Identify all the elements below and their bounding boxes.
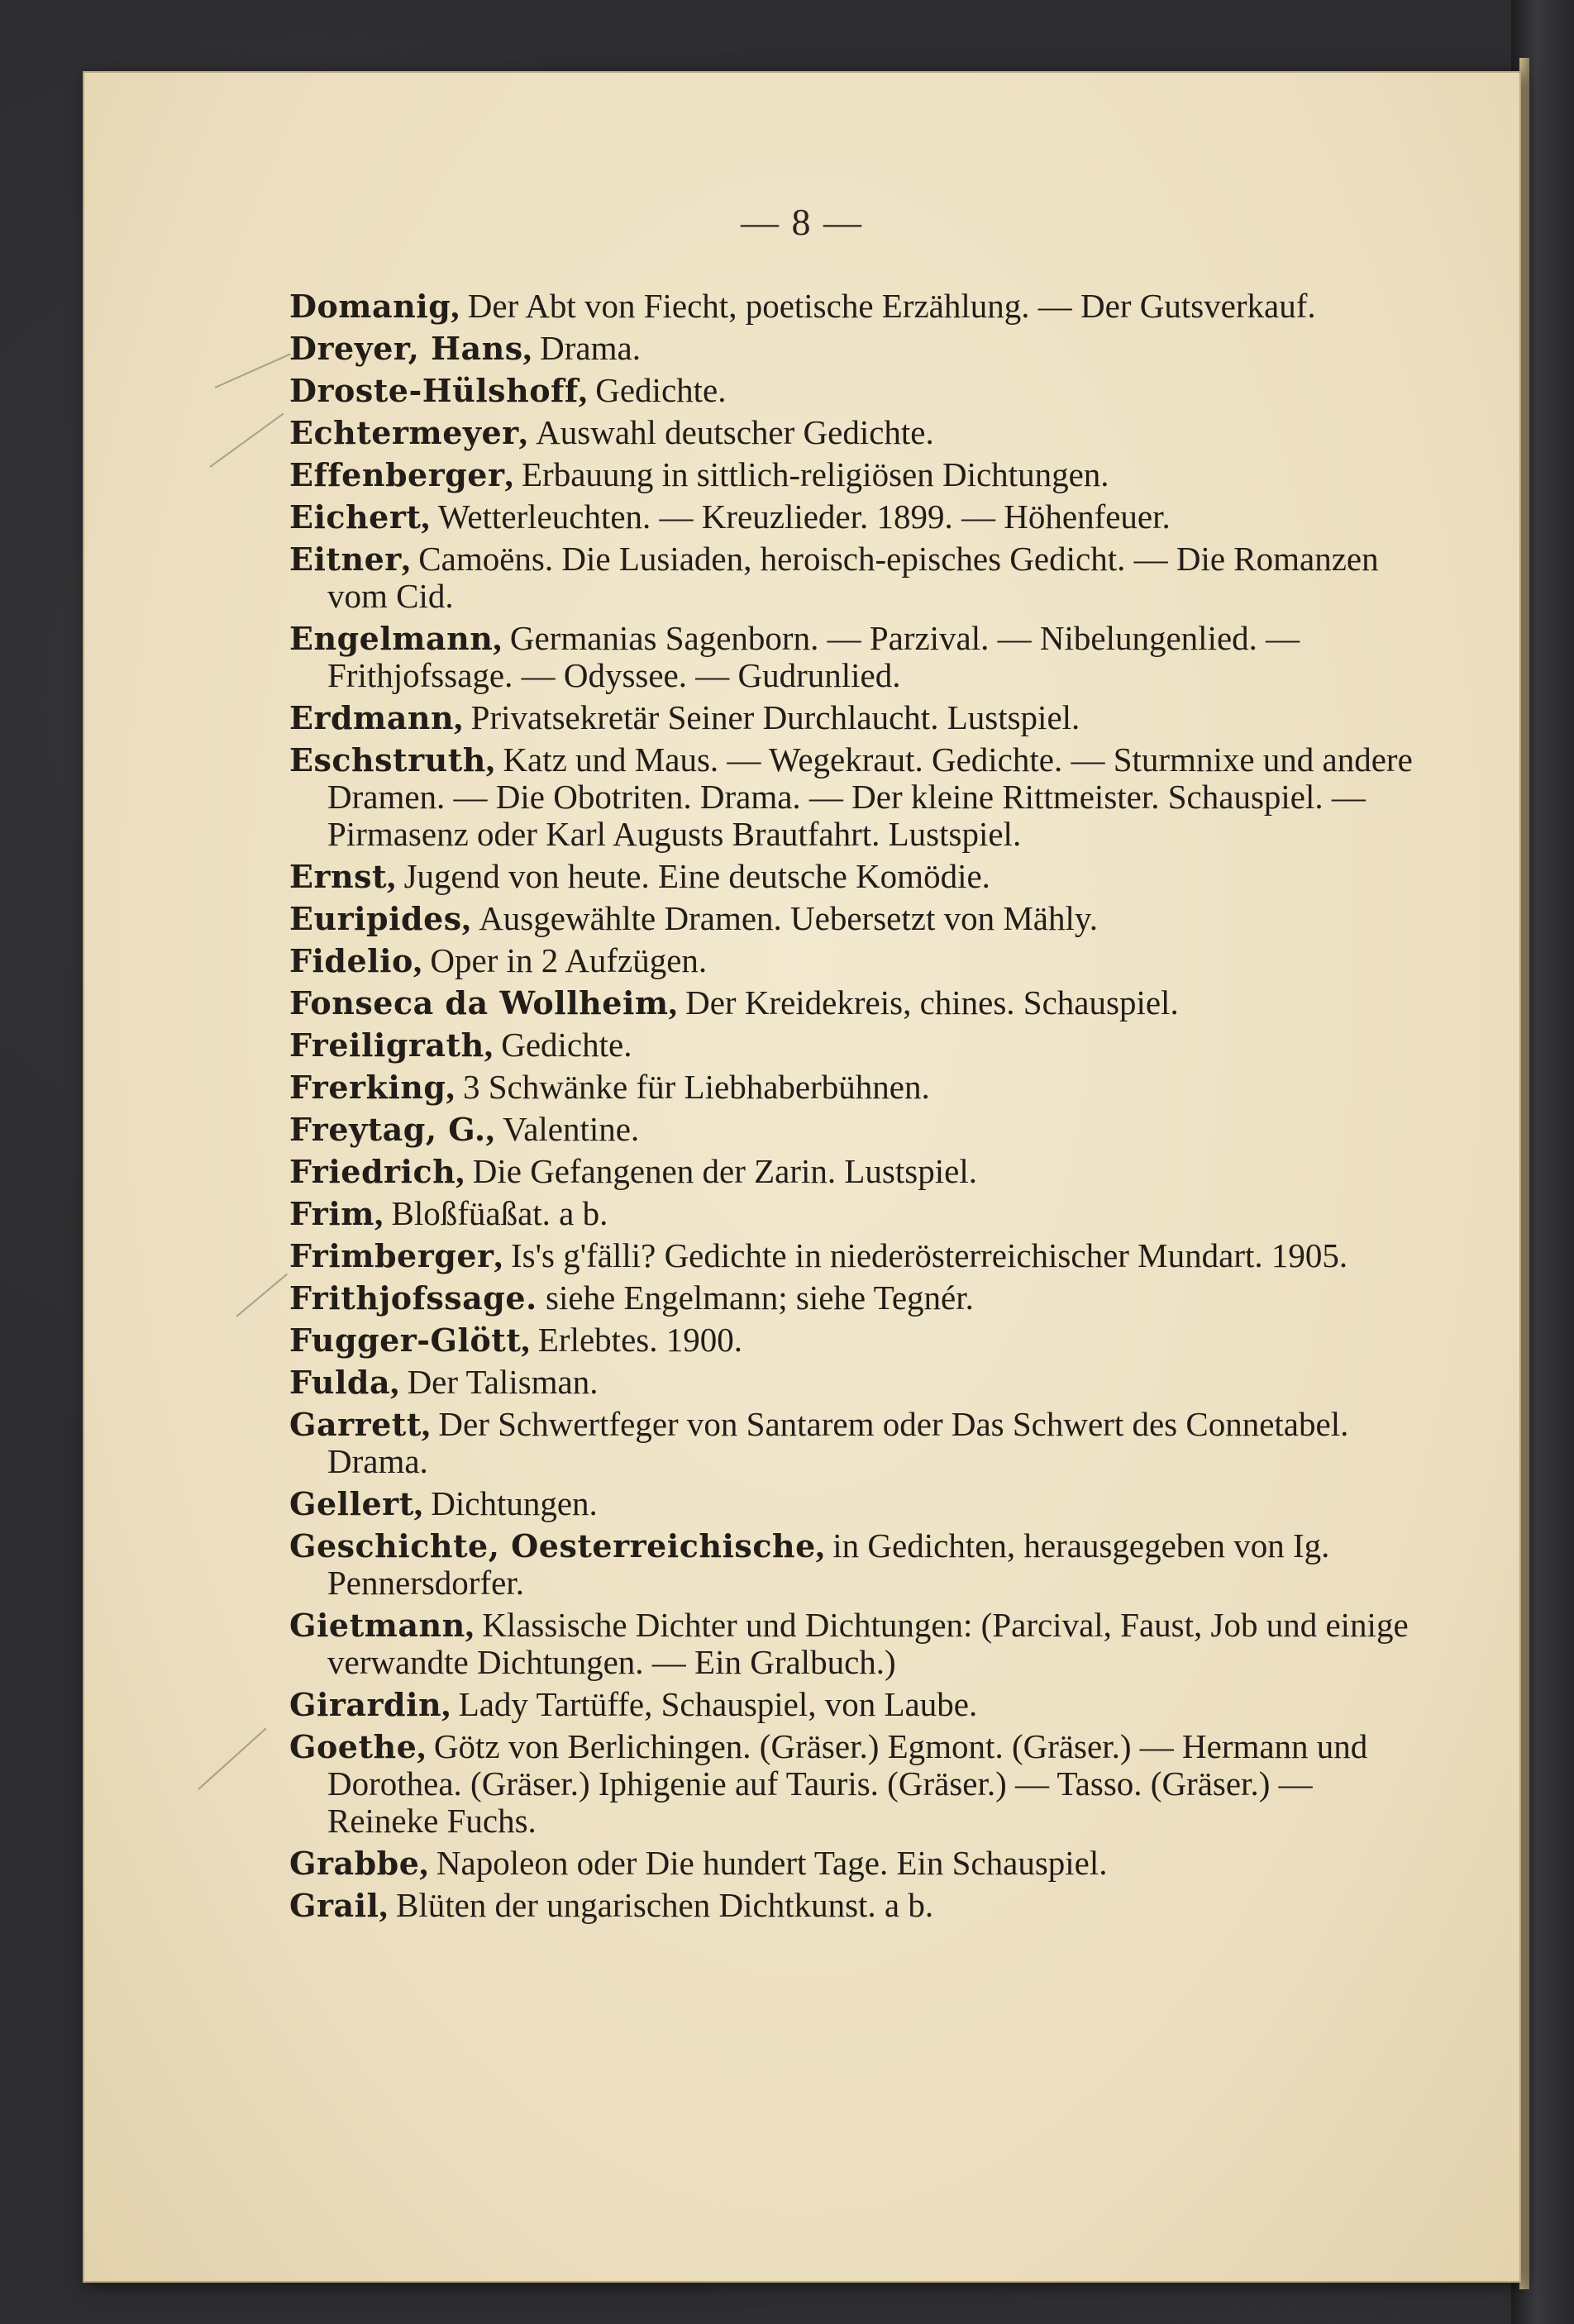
entry-works: Drama. xyxy=(540,329,641,367)
entry-author: Effenberger xyxy=(289,456,505,493)
entry-works: Lady Tartüffe, Schauspiel, von Laube. xyxy=(458,1685,978,1723)
entry-author: Eitner xyxy=(289,541,402,578)
entry-author: Fonseca da Wollheim xyxy=(289,984,669,1022)
entry-works: Wetterleuchten. — Kreuzlieder. 1899. — Höhenfeuer. xyxy=(437,498,1171,536)
list-item: Freytag, G., Valentine. xyxy=(289,1110,640,1148)
entry-works: Gedichte. xyxy=(595,371,727,409)
entry-works: Der Kreidekreis, chines. Schauspiel. xyxy=(685,983,1179,1022)
list-item: Droste-Hülshoff, Gedichte. xyxy=(289,371,727,409)
list-item: Fulda, Der Talisman. xyxy=(289,1363,599,1401)
page-number: — 8 — xyxy=(741,201,863,243)
entry-author: Droste-Hülshoff xyxy=(289,372,579,409)
list-item: Ernst, Jugend von heute. Eine deutsche Komödie. xyxy=(289,857,990,895)
entry-works: Götz von Berlichingen. (Gräser.) Egmont. (Gräser.) — Hermann und Dorothea. (Gräser.) Iphigenie auf Tauris. (Gräser.) — Tasso. (Gräser.) — Reineke Fuchs. xyxy=(327,1727,1368,1840)
list-item: Dreyer, Hans, Drama. xyxy=(289,329,641,367)
entry-works: Dichtungen. xyxy=(431,1484,598,1522)
entry-author: Garrett xyxy=(289,1406,422,1443)
list-item: Frim, Bloßfüaßat. a b. xyxy=(289,1194,608,1232)
entry-author: Echtermeyer xyxy=(289,414,519,451)
list-item: Fidelio, Oper in 2 Aufzügen. xyxy=(289,941,708,979)
entry-works: Der Talisman. xyxy=(407,1363,599,1401)
entry-author: Eichert xyxy=(289,498,422,536)
entry-works: Erlebtes. 1900. xyxy=(537,1321,742,1359)
entry-works: Privatsekretär Seiner Durchlaucht. Lustspiel. xyxy=(470,698,1080,736)
entry-works: Der Schwertfeger von Santarem oder Das Schwert des Connetabel. Drama. xyxy=(327,1405,1349,1480)
list-item: Grail, Blüten der ungarischen Dichtkunst. a b. xyxy=(289,1886,934,1924)
entry-works: Bloßfüaßat. a b. xyxy=(391,1194,608,1232)
entry-works: Oper in 2 Aufzügen. xyxy=(430,941,708,979)
entry-works: Klassische Dichter und Dichtungen: (Parcival, Faust, Job und einige verwandte Dichtungen. — Ein Gralbuch.) xyxy=(327,1606,1409,1681)
list-item: Gietmann, Klassische Dichter und Dichtungen: (Parcival, Faust, Job und einige verwandte Dichtungen. — Ein Gralbuch.) xyxy=(289,1606,1409,1681)
list-item: Fonseca da Wollheim, Der Kreidekreis, chines. Schauspiel. xyxy=(289,983,1179,1022)
entry-author: Domanig xyxy=(289,288,451,325)
entry-author: Gellert xyxy=(289,1485,414,1522)
entry-author: Eschstruth xyxy=(289,741,486,779)
list-item: Frerking, 3 Schwänke für Liebhaberbühnen. xyxy=(289,1068,930,1106)
entry-author: Dreyer, Hans xyxy=(289,330,523,367)
entry-author: Freiligrath xyxy=(289,1026,484,1064)
entry-author: Grail xyxy=(289,1887,379,1924)
entry-works: Napoleon oder Die hundert Tage. Ein Schauspiel. xyxy=(436,1844,1108,1882)
entry-author: Grabbe xyxy=(289,1845,420,1882)
entry-works: Katz und Maus. — Wegekraut. Gedichte. — Sturmnixe und andere Dramen. — Die Obotriten. Drama. — Der kleine Rittmeister. Schauspiel. — Pirmasenz oder Karl Augusts Brautfahrt. Lustspiel. xyxy=(327,741,1413,853)
entry-works: Ausgewählte Dramen. Uebersetzt von Mähly. xyxy=(479,899,1098,937)
pencil-mark xyxy=(209,413,284,468)
list-item: Geschichte, Oesterreichische, in Gedichten, herausgegeben von Ig. Pennersdorfer. xyxy=(289,1526,1330,1602)
pencil-mark xyxy=(236,1274,288,1317)
list-item: Girardin, Lady Tartüffe, Schauspiel, von Laube. xyxy=(289,1685,978,1723)
entry-author: Goethe xyxy=(289,1728,417,1765)
list-item: Fugger-Glött, Erlebtes. 1900. xyxy=(289,1321,742,1359)
list-item xyxy=(289,1279,1414,1317)
entry-author: Fugger-Glött xyxy=(289,1322,522,1359)
entry-works: siehe Engelmann; siehe Tegnér. xyxy=(546,1279,974,1317)
list-item: Echtermeyer, Auswahl deutscher Gedichte. xyxy=(289,413,934,451)
pencil-mark xyxy=(215,353,291,388)
list-item: Friedrich, Die Gefangenen der Zarin. Lustspiel. xyxy=(289,1152,977,1190)
list-item: Eitner, Camoëns. Die Lusiaden, heroisch-episches Gedicht. — Die Romanzen vom Cid. xyxy=(289,540,1379,615)
list-item: Effenberger, Erbauung in sittlich-religiösen Dichtungen. xyxy=(289,455,1109,493)
entry-works: Is's g'fälli? Gedichte in niederösterreichischer Mundart. 1905. xyxy=(511,1236,1348,1274)
entry-author: Fidelio xyxy=(289,942,413,979)
list-item: Domanig, Der Abt von Fiecht, poetische Erzählung. — Der Gutsverkauf. xyxy=(289,287,1316,325)
list-item: Goethe, Götz von Berlichingen. (Gräser.) Egmont. (Gräser.) — Hermann und Dorothea. (Gräser.) Iphigenie auf Tauris. (Gräser.) — Tasso. (Gräser.) — Reineke Fuchs. xyxy=(289,1727,1368,1840)
list-item: Eschstruth, Katz und Maus. — Wegekraut. Gedichte. — Sturmnixe und andere Dramen. — Die Obotriten. Drama. — Der kleine Rittmeister. Schauspiel. — Pirmasenz oder Karl Augusts Brautfahrt. Lustspiel. xyxy=(289,741,1413,853)
list-item: Frimberger, Is's g'fälli? Gedichte in niederösterreichischer Mundart. 1905. xyxy=(289,1236,1348,1274)
entry-works: Der Abt von Fiecht, poetische Erzählung. — Der Gutsverkauf. xyxy=(467,287,1316,325)
entry-author: Gietmann xyxy=(289,1607,465,1644)
list-item: Garrett, Der Schwertfeger von Santarem oder Das Schwert des Connetabel. Drama. xyxy=(289,1405,1349,1480)
entry-author: Frimberger xyxy=(289,1237,494,1274)
entry-works: Blüten der ungarischen Dichtkunst. a b. xyxy=(395,1886,934,1924)
entry-works: Jugend von heute. Eine deutsche Komödie. xyxy=(403,857,990,895)
entry-works: Auswahl deutscher Gedichte. xyxy=(536,413,934,451)
list-item: Eichert, Wetterleuchten. — Kreuzlieder. 1899. — Höhenfeuer. xyxy=(289,498,1171,536)
list-item: Erdmann, Privatsekretär Seiner Durchlaucht. Lustspiel. xyxy=(289,698,1080,736)
entry-works: in Gedichten, herausgegeben von Ig. Pennersdorfer. xyxy=(327,1526,1330,1602)
entry-author: Euripides xyxy=(289,900,462,937)
entry-works: Die Gefangenen der Zarin. Lustspiel. xyxy=(472,1152,977,1190)
entry-works: Gedichte. xyxy=(501,1026,632,1064)
entry-list xyxy=(289,288,1414,1929)
entry-works: 3 Schwänke für Liebhaberbühnen. xyxy=(463,1068,930,1106)
book-page xyxy=(83,71,1521,2283)
list-item: Engelmann, Germanias Sagenborn. — Parzival. — Nibelungenlied. — Frithjofssage. — Odyssee. — Gudrunlied. xyxy=(289,619,1300,694)
list-item: Gellert, Dichtungen. xyxy=(289,1484,598,1522)
entry-works: Valentine. xyxy=(503,1110,640,1148)
entry-author: Freytag, G. xyxy=(289,1111,486,1148)
entry-author: Ernst xyxy=(289,858,388,895)
entry-author: Frim xyxy=(289,1195,374,1232)
entry-author: Girardin xyxy=(289,1686,442,1723)
entry-author: Erdmann xyxy=(289,699,455,736)
entry-author: Frithjofssage. xyxy=(289,1279,537,1317)
entry-works: Erbauung in sittlich-religiösen Dichtungen. xyxy=(522,455,1109,493)
list-item: Freiligrath, Gedichte. xyxy=(289,1026,632,1064)
entry-works: Germanias Sagenborn. — Parzival. — Nibelungenlied. — Frithjofssage. — Odyssee. — Gudrunlied. xyxy=(327,619,1300,694)
entry-author: Friedrich xyxy=(289,1153,456,1190)
list-item: Grabbe, Napoleon oder Die hundert Tage. Ein Schauspiel. xyxy=(289,1844,1108,1882)
entry-author: Geschichte, Oesterreichische xyxy=(289,1527,816,1564)
entry-author: Engelmann xyxy=(289,620,494,657)
entry-author: Fulda xyxy=(289,1364,391,1401)
entry-author: Frerking xyxy=(289,1069,446,1106)
list-item: Euripides, Ausgewählte Dramen. Uebersetzt von Mähly. xyxy=(289,899,1098,937)
pencil-mark xyxy=(198,1728,266,1790)
entry-works: Camoëns. Die Lusiaden, heroisch-episches Gedicht. — Die Romanzen vom Cid. xyxy=(327,540,1379,615)
